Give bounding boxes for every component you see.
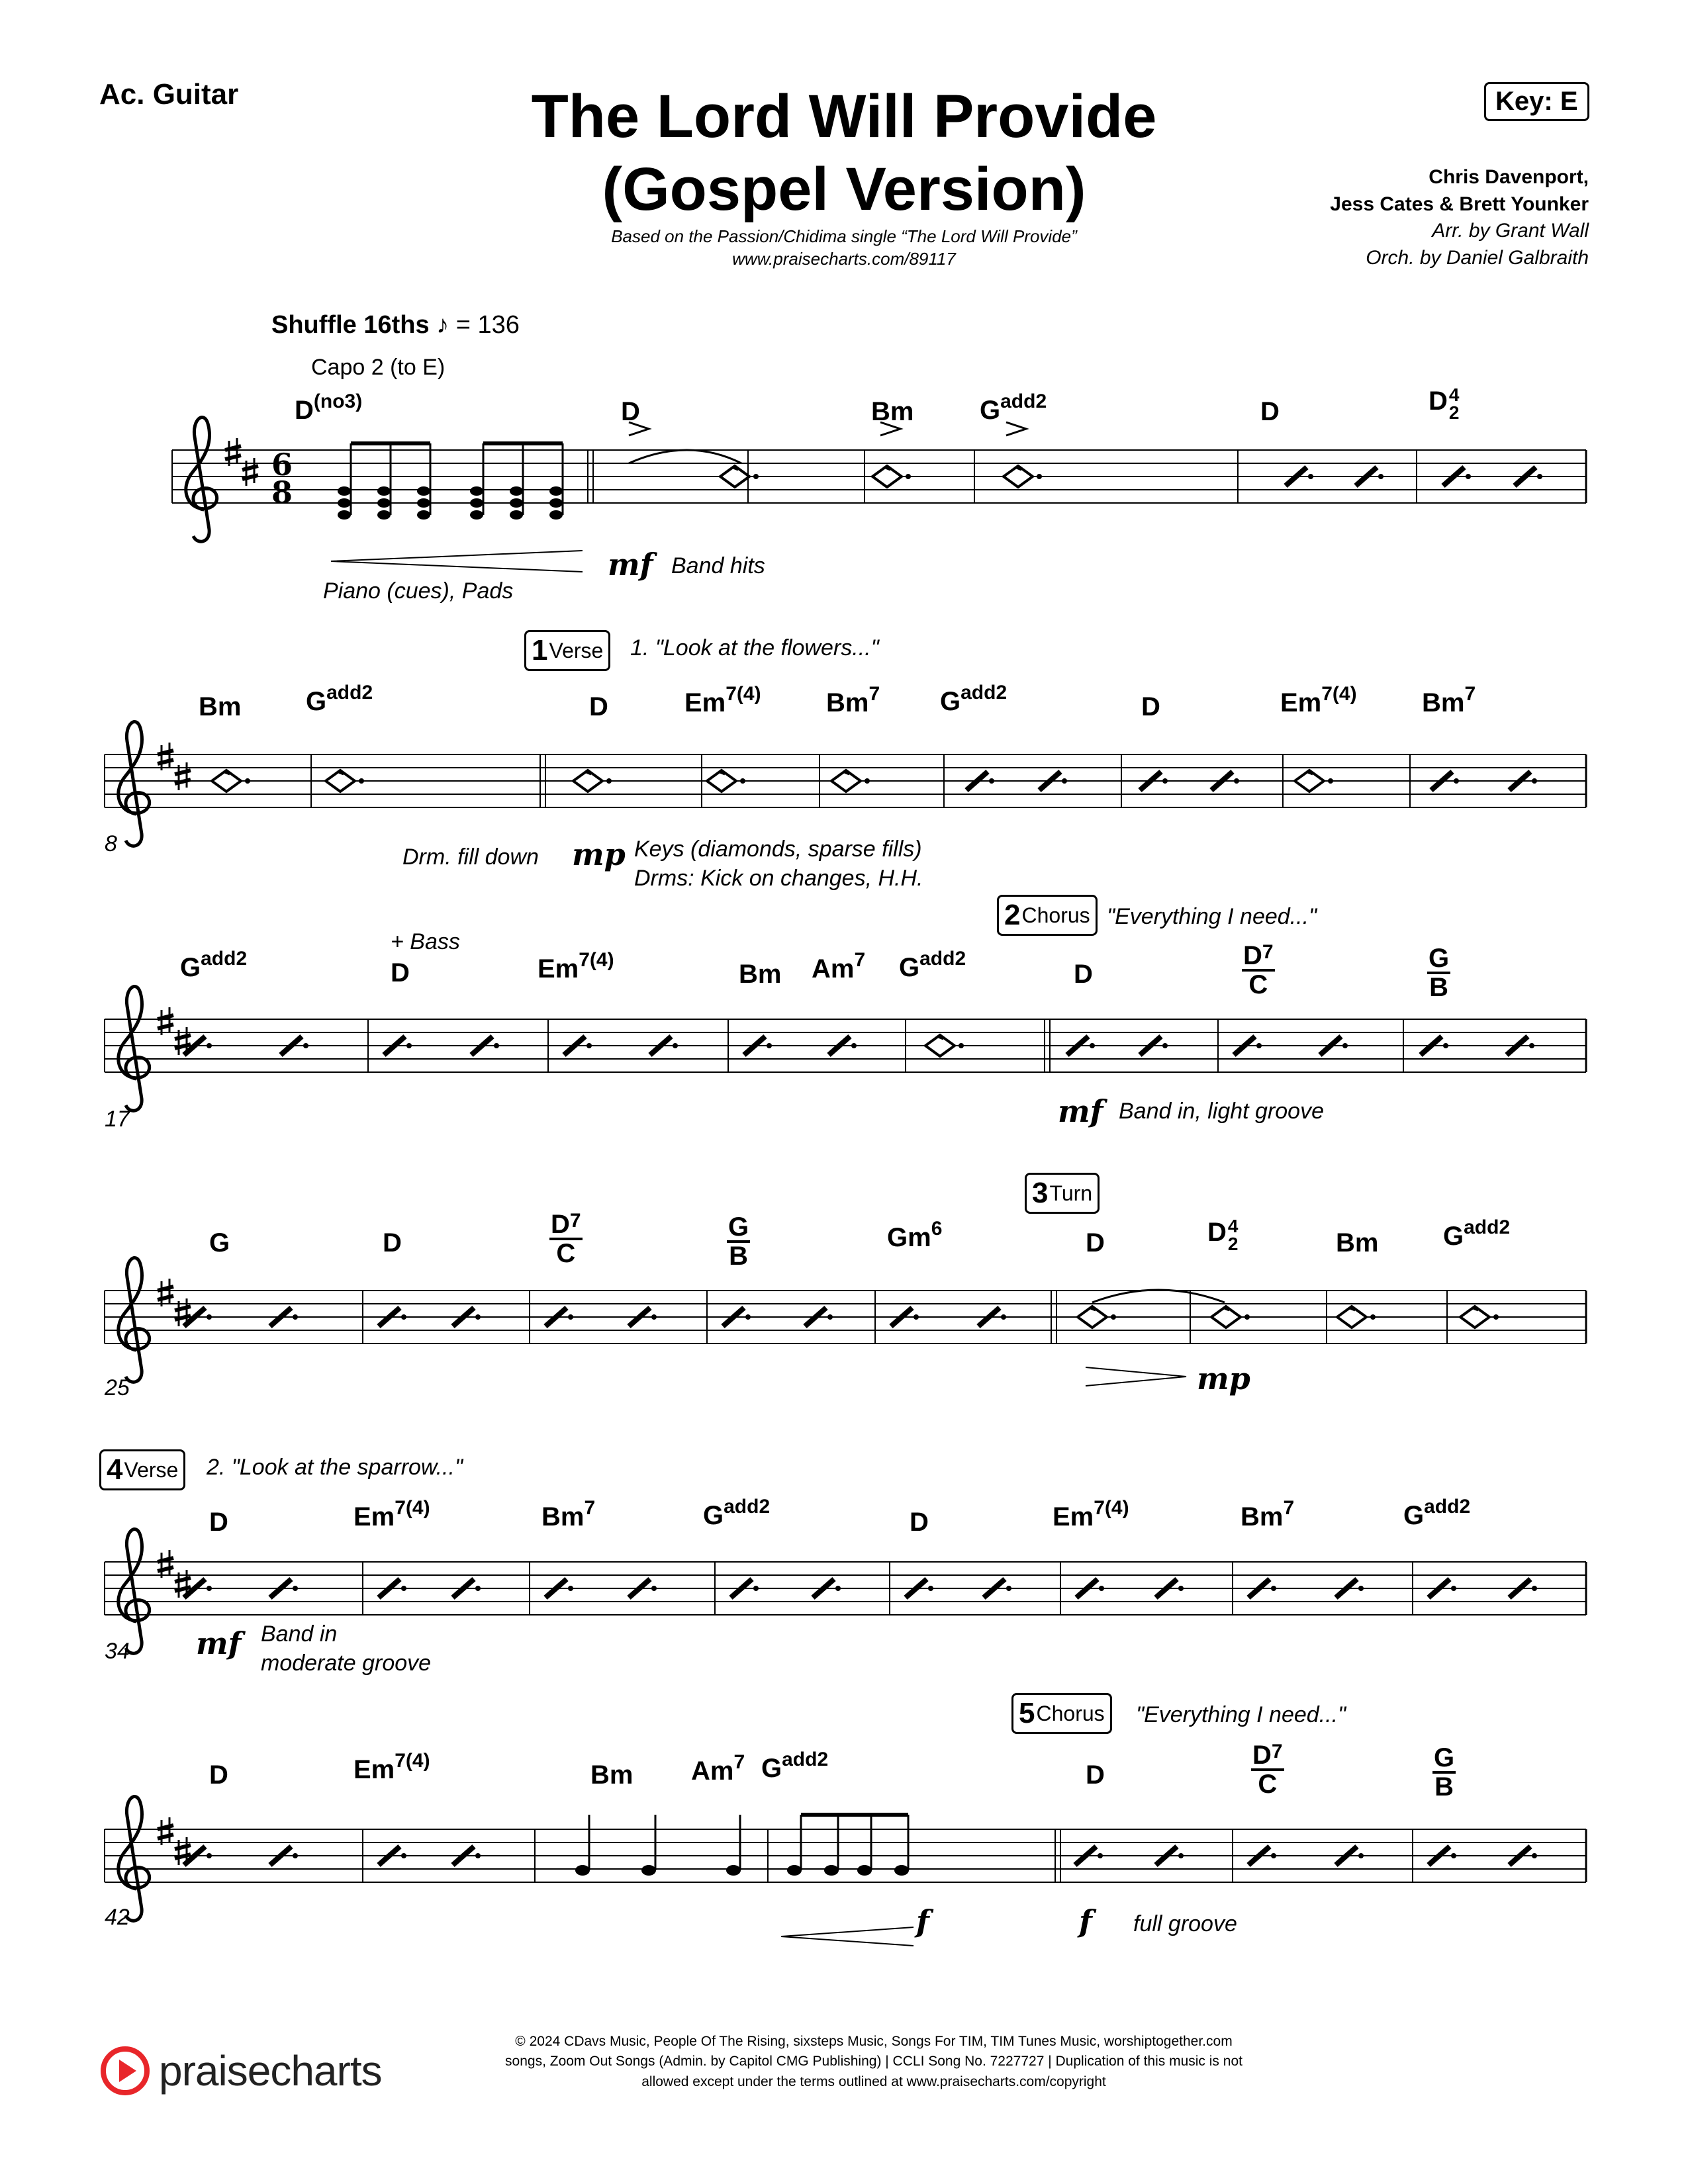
- eighth-note-icon: ♪: [436, 311, 449, 339]
- chord-d: D: [1086, 1228, 1105, 1257]
- measure-number: 25: [105, 1375, 130, 1400]
- chord-em7-4: $Em^{7(4)}$: [1053, 1497, 1129, 1531]
- dynamic-mp: mp: [1197, 1361, 1250, 1396]
- subtitle-source: Based on the Passion/Chidima single “The Lord Will Provide”: [611, 226, 1077, 246]
- chord-g-over-b: $\frac{G}{B}$: [1434, 1743, 1455, 1801]
- chord-gadd2: $G^{add2}$: [1443, 1216, 1511, 1251]
- logo-text: praisecharts: [159, 2047, 382, 2095]
- chord-d: D: [910, 1508, 929, 1537]
- chord-d7-over-c: $\frac{D^7}{C}$: [551, 1210, 581, 1268]
- dynamic-mf: mf: [608, 547, 653, 582]
- dynamic-f: f: [1079, 1903, 1092, 1939]
- svg-text:8: 8: [271, 475, 293, 510]
- copyright-line3: allowed except under the terms outlined at www.praisecharts.com/copyright: [641, 2073, 1106, 2089]
- chord-bm7: Bm$^7$: [1241, 1497, 1295, 1531]
- copyright-footer: [437, 2032, 1311, 2092]
- instr-note-drm-fill: Drm. fill down: [402, 844, 539, 870]
- chord-gadd2: $G^{add2}$: [306, 682, 373, 716]
- chord-bm: Bm: [590, 1760, 633, 1790]
- chord-gadd2: $G^{add2}$: [980, 390, 1047, 425]
- chord-em7-4: $Em^{7(4)}$: [353, 1497, 430, 1531]
- chord-gadd2: $G^{add2}$: [1403, 1496, 1471, 1530]
- capo-text: Capo 2 (to E): [311, 355, 445, 380]
- chord-d: D: [209, 1760, 228, 1790]
- measure-number: 42: [105, 1905, 130, 1930]
- writers-line2: Jess Cates & Brett Younker: [1330, 193, 1589, 215]
- chord-bm7: Bm$^7$: [1422, 683, 1476, 717]
- instrument-label: Ac. Guitar: [99, 78, 239, 111]
- chord-d: D: [1086, 1760, 1105, 1790]
- writers-line1: Chris Davenport,: [1429, 166, 1589, 188]
- chord-d: D: [1141, 692, 1160, 721]
- chord-bm: Bm: [199, 692, 242, 721]
- chord-d: D: [209, 1508, 228, 1537]
- instr-note-bass: + Bass: [391, 929, 460, 954]
- chord-em7-4: $Em^{7(4)}$: [1280, 683, 1357, 717]
- measure-number: 34: [105, 1639, 130, 1664]
- svg-text:6: 6: [271, 447, 293, 482]
- chord-d: D: [1260, 397, 1280, 426]
- song-title-version: (Gospel Version): [602, 156, 1086, 223]
- chord-d-sus-4-2: D4 2: [1429, 385, 1460, 423]
- praisecharts-logo: [99, 2045, 382, 2097]
- dynamic-f: f: [916, 1903, 929, 1939]
- instr-note-keys: Keys (diamonds, sparse fills): [634, 837, 922, 862]
- instr-note-band-in: Band in: [261, 1621, 338, 1647]
- rehearsal-mark-4: 4 Verse: [99, 1449, 185, 1490]
- chord-d: D: [1074, 960, 1093, 989]
- chord-g-over-b: $\frac{G}{B}$: [728, 1212, 749, 1271]
- instr-note-piano: Piano (cues), Pads: [323, 578, 514, 604]
- chord-g: G: [209, 1228, 230, 1257]
- instr-note-band-in: Band in, light groove: [1119, 1099, 1324, 1124]
- dynamic-mf: mf: [196, 1625, 242, 1661]
- tempo-bpm: = 136: [455, 311, 520, 339]
- chord-gadd2: $G^{add2}$: [761, 1749, 829, 1783]
- chord-gadd2: $G^{add2}$: [703, 1496, 771, 1530]
- tempo-style: Shuffle 16ths: [271, 311, 430, 339]
- chord-gadd2: $G^{add2}$: [899, 948, 966, 982]
- rehearsal-mark-5: 5 Chorus: [1011, 1693, 1112, 1734]
- lyric-cue-verse-2: 2. "Look at the sparrow...": [207, 1455, 463, 1480]
- chord-d-no3: $D^{(no3)}$: [295, 390, 363, 425]
- copyright-line2: songs, Zoom Out Songs (Admin. by Capitol CMG Publishing) | CCLI Song No. 7227727 | Duplication of this music is not: [505, 2054, 1243, 2070]
- instr-note-band-hits: Band hits: [671, 553, 765, 578]
- song-title: The Lord Will Provide: [531, 83, 1157, 150]
- lyric-cue-verse-1: 1. "Look at the flowers...": [630, 635, 879, 660]
- subtitle-url: www.praisecharts.com/89117: [732, 249, 956, 269]
- arranger: Arr. by Grant Wall: [1432, 220, 1589, 242]
- lyric-cue-chorus: "Everything I need...": [1107, 904, 1317, 929]
- chord-em7-4: $Em^{7(4)}$: [538, 949, 614, 983]
- lyric-cue-chorus: "Everything I need...": [1136, 1702, 1346, 1727]
- dynamic-mf: mf: [1058, 1093, 1103, 1129]
- instr-note-full-groove: full groove: [1133, 1911, 1237, 1936]
- chord-bm: Bm: [1336, 1228, 1379, 1257]
- chord-d: D: [383, 1228, 402, 1257]
- play-circle-icon: [99, 2045, 151, 2097]
- chord-d7-over-c: $\frac{D^7}{C}$: [1252, 1741, 1283, 1799]
- chord-d7-over-c: $\frac{D^7}{C}$: [1243, 941, 1274, 999]
- chord-g-over-b: $\frac{G}{B}$: [1429, 944, 1450, 1002]
- chord-bm7: Bm$^7$: [541, 1497, 596, 1531]
- chord-em7-4: $Em^{7(4)}$: [684, 683, 761, 717]
- chord-d: D: [589, 692, 608, 721]
- rehearsal-mark-1: 1 Verse: [524, 630, 610, 671]
- instr-note-drums: Drms: Kick on changes, H.H.: [634, 866, 923, 891]
- measure-number: 8: [105, 831, 117, 856]
- chord-am7: Am$^7$: [812, 949, 866, 983]
- chord-gadd2: $G^{add2}$: [940, 682, 1008, 716]
- chord-d: D: [621, 397, 640, 426]
- dynamic-mp: mp: [572, 837, 626, 872]
- chord-d-sus-4-2: D4 2: [1207, 1216, 1239, 1254]
- chord-d: D: [391, 958, 410, 987]
- copyright-line1: © 2024 CDavs Music, People Of The Rising, sixsteps Music, Songs For TIM, TIM Tunes Music, worshiptogether.com: [515, 2034, 1233, 2049]
- instr-note-moderate-groove: moderate groove: [261, 1651, 432, 1676]
- key-box: Key: E: [1484, 82, 1589, 121]
- chord-bm: Bm: [871, 397, 914, 426]
- rehearsal-mark-2: 2 Chorus: [997, 895, 1098, 936]
- rehearsal-mark-3: 3 Turn: [1025, 1173, 1100, 1214]
- orchestrator: Orch. by Daniel Galbraith: [1366, 246, 1589, 269]
- chord-bm7: Bm$^7$: [826, 683, 880, 717]
- chord-em7-4: $Em^{7(4)}$: [353, 1750, 430, 1784]
- chord-gm6: Gm$^6$: [887, 1218, 943, 1252]
- chord-gadd2: $G^{add2}$: [180, 948, 248, 982]
- measure-number: 17: [105, 1107, 130, 1132]
- chord-am7: Am$^7$: [691, 1751, 745, 1786]
- chord-bm: Bm: [739, 960, 782, 989]
